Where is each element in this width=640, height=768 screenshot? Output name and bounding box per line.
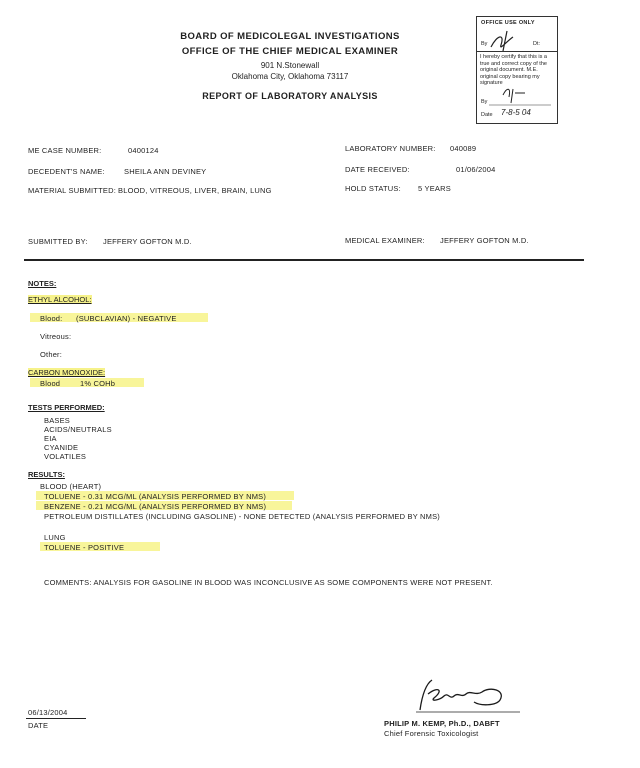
- ethyl-alcohol-heading: ETHYL ALCOHOL:: [28, 295, 92, 304]
- co-blood-label: Blood: [40, 379, 61, 388]
- toluene-result: TOLUENE - 0.31 MCG/ML (ANALYSIS PERFORMED BY NMS): [44, 492, 267, 501]
- office-use-by2-label: By: [481, 99, 488, 105]
- report-date-label: DATE: [28, 721, 49, 730]
- toxicologist-signature: [410, 676, 530, 716]
- stamp-initials-signature: [477, 17, 557, 123]
- lab-number-value: 040089: [450, 144, 477, 153]
- test-item: BASES: [44, 416, 71, 425]
- co-blood-value: 1% COHb: [80, 379, 116, 388]
- signer-title: Chief Forensic Toxicologist: [384, 729, 479, 738]
- me-case-label: ME CASE NUMBER:: [28, 146, 102, 155]
- lung-heading: LUNG: [44, 533, 66, 542]
- date-line: [26, 718, 86, 719]
- test-item: EIA: [44, 434, 57, 443]
- decedent-value: SHEILA ANN DEVINEY: [124, 167, 207, 176]
- report-title: REPORT OF LABORATORY ANALYSIS: [202, 91, 378, 101]
- material-label: MATERIAL SUBMITTED:: [28, 186, 116, 195]
- submitted-by-value: JEFFERY GOFTON M.D.: [103, 237, 192, 246]
- results-heading: RESULTS:: [28, 470, 65, 479]
- lung-toluene-result: TOLUENE - POSITIVE: [44, 543, 125, 552]
- office-use-date-abbr: Dt:: [533, 41, 541, 47]
- address-line-2: Oklahoma City, Oklahoma 73117: [231, 72, 349, 81]
- signer-name: PHILIP M. KEMP, Ph.D., DABFT: [384, 719, 500, 728]
- hold-status-label: HOLD STATUS:: [345, 184, 401, 193]
- test-item: ACIDS/NEUTRALS: [44, 425, 112, 434]
- submitted-by-label: SUBMITTED BY:: [28, 237, 88, 246]
- test-item: CYANIDE: [44, 443, 79, 452]
- me-case-value: 0400124: [128, 146, 159, 155]
- report-date-value: 06/13/2004: [28, 708, 68, 717]
- benzene-result: BENZENE - 0.21 MCG/ML (ANALYSIS PERFORMED BY NMS): [44, 502, 267, 511]
- other-label: Other:: [40, 350, 63, 359]
- office-use-title: OFFICE USE ONLY: [481, 20, 535, 26]
- notes-heading: NOTES:: [28, 279, 57, 288]
- board-title: BOARD OF MEDICOLEGAL INVESTIGATIONS: [180, 31, 400, 42]
- decedent-label: DECEDENT'S NAME:: [28, 167, 105, 176]
- blood-heart-heading: BLOOD (HEART): [40, 482, 102, 491]
- medical-examiner-label: MEDICAL EXAMINER:: [345, 236, 425, 245]
- petroleum-result: PETROLEUM DISTILLATES (INCLUDING GASOLINE) - NONE DETECTED (ANALYSIS PERFORMED BY NMS): [44, 512, 441, 521]
- office-title: OFFICE OF THE CHIEF MEDICAL EXAMINER: [181, 46, 399, 57]
- office-use-by-label: By: [481, 41, 488, 47]
- blood-label: Blood:: [40, 314, 63, 323]
- date-received-value: 01/06/2004: [456, 165, 496, 174]
- carbon-monoxide-heading: CARBON MONOXIDE:: [28, 368, 106, 377]
- blood-alcohol-value: (SUBCLAVIAN) - NEGATIVE: [76, 314, 177, 323]
- office-use-date-label: Date: [481, 112, 493, 118]
- tests-performed-heading: TESTS PERFORMED:: [28, 403, 105, 412]
- lab-number-label: LABORATORY NUMBER:: [345, 144, 436, 153]
- hold-status-value: 5 YEARS: [418, 184, 451, 193]
- date-received-label: DATE RECEIVED:: [345, 165, 410, 174]
- address-line-1: 901 N.Stonewall: [260, 61, 320, 70]
- medical-examiner-value: JEFFERY GOFTON M.D.: [440, 236, 529, 245]
- material-value: BLOOD, VITREOUS, LIVER, BRAIN, LUNG: [118, 186, 272, 195]
- office-use-date-value: 7-8-5 04: [501, 108, 531, 117]
- office-use-stamp: [476, 16, 558, 124]
- section-divider: [24, 259, 584, 261]
- comments: COMMENTS: ANALYSIS FOR GASOLINE IN BLOOD WAS INCONCLUSIVE AS SOME COMPONENTS WERE NOT PRESENT.: [44, 578, 493, 587]
- vitreous-label: Vitreous:: [40, 332, 72, 341]
- test-item: VOLATILES: [44, 452, 87, 461]
- certification-note: I hereby certify that this is a true and correct copy of the original document. M.E. original copy bearing my signature: [480, 54, 547, 86]
